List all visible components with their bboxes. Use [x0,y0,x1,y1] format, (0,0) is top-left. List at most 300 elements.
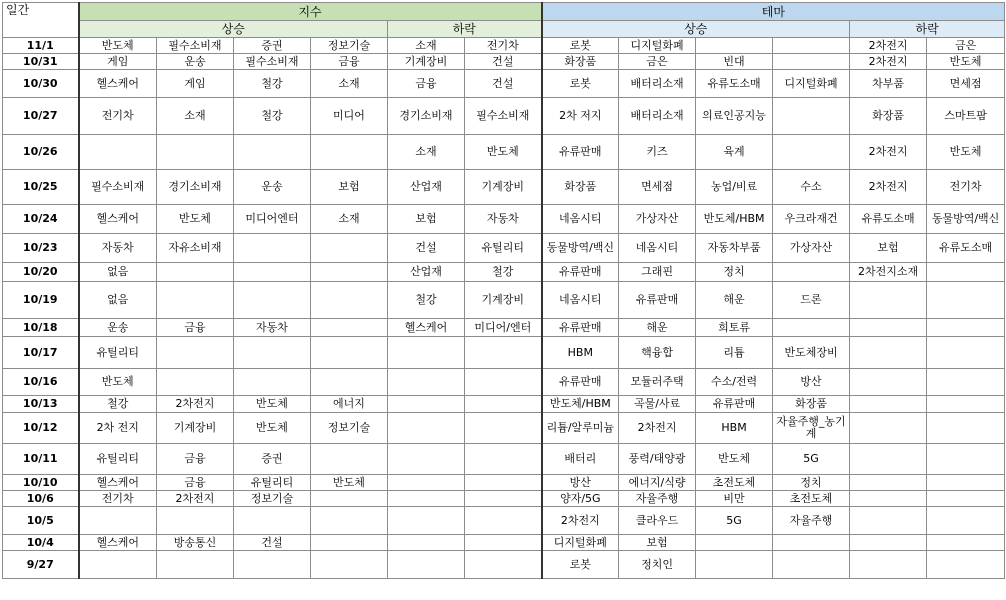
table-cell: 유류판매 [696,396,773,413]
table-cell [850,535,927,551]
table-cell: 가상자산 [773,234,850,263]
table-row [3,507,1005,535]
table-cell [388,475,465,491]
table-cell: 자율주행 [773,507,850,535]
table-cell: 금융 [157,444,234,475]
table-cell: 네옴시티 [619,234,696,263]
table-cell: 디지털화폐 [542,535,619,551]
table-cell: 소재 [311,70,388,98]
table-cell: 게임 [79,54,157,70]
table-cell [157,507,234,535]
table-row [3,98,1005,135]
table-cell: 반도체 [311,475,388,491]
row-date: 10/17 [3,337,79,369]
table-cell: 반도체 [927,135,1005,170]
table-cell [388,396,465,413]
table-cell [388,413,465,444]
row-date: 10/30 [3,70,79,98]
table-cell: 면세점 [927,70,1005,98]
table-cell: 네옴시티 [542,282,619,319]
table-cell [850,396,927,413]
table-cell [388,337,465,369]
table-cell: 정치인 [619,551,696,579]
table-cell [234,282,311,319]
table-cell: 2차전지 [157,396,234,413]
table-cell: 필수소비재 [234,54,311,70]
table-cell [927,282,1005,319]
table-body [3,38,1005,579]
table-row [3,70,1005,98]
table-cell: 2차 전지 [79,413,157,444]
table-cell: 헬스케어 [79,70,157,98]
table-cell [388,491,465,507]
table-cell: 금융 [157,319,234,337]
table-cell: 전기차 [465,38,542,54]
table-cell: 헬스케어 [388,319,465,337]
table-cell: 경기소비재 [157,170,234,205]
table-row [3,234,1005,263]
table-cell: HBM [542,337,619,369]
table-cell: 유류도소매 [850,205,927,234]
table-cell [927,413,1005,444]
table-cell [773,98,850,135]
table-row [3,396,1005,413]
table-cell: 초전도체 [773,491,850,507]
table-cell: 스마트팜 [927,98,1005,135]
row-date: 10/11 [3,444,79,475]
table-cell: 유틸리티 [234,475,311,491]
table-cell: 방산 [542,475,619,491]
table-cell: 우크라재건 [773,205,850,234]
table-cell [927,535,1005,551]
table-cell [927,475,1005,491]
table-cell: 에너지/식량 [619,475,696,491]
table-cell: 보험 [850,234,927,263]
table-cell: 2차전지 [157,491,234,507]
table-cell: 금은 [619,54,696,70]
table-cell: 화장품 [542,54,619,70]
table-cell: 차부품 [850,70,927,98]
table-cell: 핵융합 [619,337,696,369]
table-cell: 해운 [619,319,696,337]
table-cell: 자유소비재 [157,234,234,263]
table-cell: 자동차 [234,319,311,337]
table-cell [157,282,234,319]
subheader-index-down: 하락 [388,21,542,38]
daily-theme-table [2,2,1005,579]
row-date: 10/26 [3,135,79,170]
table-cell: 소재 [157,98,234,135]
subheader-theme-up: 상승 [542,21,850,38]
table-cell [773,38,850,54]
table-cell: 에너지 [311,396,388,413]
table-cell [850,507,927,535]
table-cell [234,507,311,535]
subheader-index-up: 상승 [79,21,388,38]
table-cell: 모듈러주택 [619,369,696,396]
table-cell: 반도체/HBM [542,396,619,413]
table-cell [465,535,542,551]
table-cell: 증권 [234,38,311,54]
table-cell [79,135,157,170]
table-cell: 육계 [696,135,773,170]
row-date: 10/13 [3,396,79,413]
table-cell [850,551,927,579]
row-date: 11/1 [3,38,79,54]
table-row [3,535,1005,551]
table-cell: 2차 저지 [542,98,619,135]
table-cell: 산업재 [388,263,465,282]
table-cell: 비만 [696,491,773,507]
table-cell: 반도체 [157,205,234,234]
table-row [3,282,1005,319]
table-cell: 로봇 [542,551,619,579]
table-cell: 반도체 [927,54,1005,70]
table-cell: 전기차 [79,491,157,507]
table-cell: 반도체 [696,444,773,475]
table-row [3,170,1005,205]
row-date: 10/25 [3,170,79,205]
table-cell [311,337,388,369]
table-cell: 화장품 [773,396,850,413]
table-cell: 방송통신 [157,535,234,551]
table-cell: 소재 [388,38,465,54]
table-cell [927,319,1005,337]
table-cell [311,263,388,282]
table-cell: 철강 [234,70,311,98]
table-cell: 미디어엔터 [234,205,311,234]
row-date: 10/18 [3,319,79,337]
table-cell: 배터리소재 [619,70,696,98]
table-cell [927,507,1005,535]
table-cell [311,234,388,263]
table-cell [927,396,1005,413]
table-cell [773,551,850,579]
table-cell [773,319,850,337]
table-cell [79,551,157,579]
table-cell: 건설 [465,70,542,98]
table-cell: 2차전지 [619,413,696,444]
table-cell: 정치 [696,263,773,282]
group-header-index: 지수 [79,3,542,21]
subheader-theme-down: 하락 [850,21,1005,38]
table-row [3,54,1005,70]
table-cell: 금은 [927,38,1005,54]
table-cell [850,413,927,444]
table-cell: 리튬 [696,337,773,369]
table-cell [311,369,388,396]
table-cell [696,551,773,579]
row-date: 10/24 [3,205,79,234]
table-cell [311,491,388,507]
table-cell: 유틸리티 [79,337,157,369]
table-cell [79,507,157,535]
table-cell: 2차전지 [850,38,927,54]
table-cell [850,491,927,507]
table-cell: 2차전지 [850,170,927,205]
table-cell [157,369,234,396]
table-cell: 5G [696,507,773,535]
table-cell [465,396,542,413]
table-cell [696,535,773,551]
table-cell: 동물방역/백신 [927,205,1005,234]
table-cell [465,369,542,396]
row-date: 10/10 [3,475,79,491]
table-cell: 금융 [388,70,465,98]
table-cell: 반도체/HBM [696,205,773,234]
table-cell: 2차전지 [850,54,927,70]
table-cell: 유류판매 [619,282,696,319]
table-cell: 반도체 [465,135,542,170]
table-cell: 정치 [773,475,850,491]
table-cell: 2차전지 [850,135,927,170]
table-cell: 운송 [157,54,234,70]
table-cell [388,551,465,579]
row-date: 10/23 [3,234,79,263]
table-cell: 양자/5G [542,491,619,507]
table-cell [388,444,465,475]
table-cell [311,135,388,170]
table-cell [157,337,234,369]
table-cell: 정보기술 [234,491,311,507]
row-date: 10/20 [3,263,79,282]
table-cell: 5G [773,444,850,475]
table-cell [465,413,542,444]
table-cell [850,444,927,475]
table-cell [311,507,388,535]
table-cell [850,337,927,369]
corner-header: 일간 [3,3,79,38]
table-cell: 기계장비 [157,413,234,444]
table-cell [850,475,927,491]
table-cell [773,535,850,551]
table-cell: 유류판매 [542,319,619,337]
table-cell: 유류판매 [542,263,619,282]
table-cell: 자율주행_농기계 [773,413,850,444]
table-cell [157,135,234,170]
table-cell: 건설 [465,54,542,70]
table-row [3,205,1005,234]
table-cell: 산업재 [388,170,465,205]
table-cell: 필수소비재 [79,170,157,205]
table-cell: 헬스케어 [79,205,157,234]
table-row [3,475,1005,491]
row-date: 10/27 [3,98,79,135]
table-cell [927,491,1005,507]
table-cell: 로봇 [542,38,619,54]
table-cell: 반도체 [79,369,157,396]
table-cell: 필수소비재 [157,38,234,54]
table-cell [696,38,773,54]
table-cell: 드론 [773,282,850,319]
table-cell [927,263,1005,282]
table-cell: 철강 [79,396,157,413]
table-cell [388,535,465,551]
table-cell [388,369,465,396]
table-cell [311,282,388,319]
table-cell: 전기차 [79,98,157,135]
table-cell [465,444,542,475]
row-date: 9/27 [3,551,79,579]
table-cell [465,507,542,535]
table-cell: 자동차 [79,234,157,263]
table-cell: 수소 [773,170,850,205]
table-cell [850,369,927,396]
table-cell [465,551,542,579]
table-cell [157,263,234,282]
table-cell [850,282,927,319]
table-cell: 희토류 [696,319,773,337]
table-cell: 금융 [157,475,234,491]
table-cell: 초전도체 [696,475,773,491]
table-cell: 보험 [388,205,465,234]
table-cell: 자동차부품 [696,234,773,263]
row-date: 10/4 [3,535,79,551]
table-cell: 전기차 [927,170,1005,205]
table-cell: 유틸리티 [79,444,157,475]
table-cell: 그래핀 [619,263,696,282]
table-cell: 보험 [311,170,388,205]
table-cell: 반도체 [234,396,311,413]
table-cell [773,54,850,70]
table-cell: 자율주행 [619,491,696,507]
table-cell: 없음 [79,282,157,319]
table-cell [234,135,311,170]
table-cell: 곡물/사료 [619,396,696,413]
table-row [3,491,1005,507]
row-date: 10/6 [3,491,79,507]
table-cell: 미디어/엔터 [465,319,542,337]
row-date: 10/19 [3,282,79,319]
table-row [3,444,1005,475]
table-cell: 디지털화폐 [619,38,696,54]
table-cell [157,551,234,579]
table-row [3,135,1005,170]
table-cell: 유틸리티 [465,234,542,263]
table-cell: 풍력/태양광 [619,444,696,475]
row-date: 10/12 [3,413,79,444]
table-cell: 방산 [773,369,850,396]
table-cell [773,135,850,170]
table-cell: 정보기술 [311,38,388,54]
table-cell: 보험 [619,535,696,551]
table-cell: 가상자산 [619,205,696,234]
table-cell: 농업/비료 [696,170,773,205]
table-cell: 건설 [234,535,311,551]
table-cell: 운송 [79,319,157,337]
table-cell: 경기소비재 [388,98,465,135]
table-row [3,263,1005,282]
table-cell: 기계장비 [388,54,465,70]
table-cell: 운송 [234,170,311,205]
table-cell: 미디어 [311,98,388,135]
table-row [3,319,1005,337]
table-cell: 화장품 [542,170,619,205]
row-date: 10/16 [3,369,79,396]
table-cell: 배터리 [542,444,619,475]
table-cell: 로봇 [542,70,619,98]
table-cell: 게임 [157,70,234,98]
table-cell: 동물방역/백신 [542,234,619,263]
table-cell [234,263,311,282]
table-cell [311,535,388,551]
table-cell: 디지털화폐 [773,70,850,98]
table-cell: 유류판매 [542,135,619,170]
table-cell: 금융 [311,54,388,70]
table-cell [234,337,311,369]
table-cell: 반도체장비 [773,337,850,369]
table-cell: 면세점 [619,170,696,205]
table-cell [311,444,388,475]
table-cell: 정보기술 [311,413,388,444]
table-cell [465,337,542,369]
table-cell: 유류도소매 [696,70,773,98]
table-cell: 소재 [388,135,465,170]
table-cell [927,369,1005,396]
table-cell [850,319,927,337]
table-row [3,413,1005,444]
table-cell [465,475,542,491]
table-cell [234,234,311,263]
table-cell [234,551,311,579]
table-cell: 2차전지소재 [850,263,927,282]
table-cell: 키즈 [619,135,696,170]
table-cell [927,551,1005,579]
table-cell [465,491,542,507]
table-cell: 자동차 [465,205,542,234]
table-cell: 반도체 [234,413,311,444]
table-cell [388,507,465,535]
table-cell: HBM [696,413,773,444]
table-cell: 화장품 [850,98,927,135]
table-cell: 철강 [388,282,465,319]
table-cell: 리튬/알루미늄 [542,413,619,444]
table-row [3,369,1005,396]
table-cell [927,337,1005,369]
table-cell: 반도체 [79,38,157,54]
table-cell: 클라우드 [619,507,696,535]
table-cell [234,369,311,396]
table-cell: 필수소비재 [465,98,542,135]
table-cell [311,319,388,337]
table-cell: 건설 [388,234,465,263]
table-cell [773,263,850,282]
row-date: 10/31 [3,54,79,70]
table-row [3,551,1005,579]
table-cell: 소재 [311,205,388,234]
table-cell: 헬스케어 [79,535,157,551]
table-cell: 배터리소재 [619,98,696,135]
group-header-theme: 테마 [542,3,1005,21]
table-cell: 기계장비 [465,170,542,205]
table-cell: 유류도소매 [927,234,1005,263]
table-cell: 2차전지 [542,507,619,535]
row-date: 10/5 [3,507,79,535]
table-cell: 빈대 [696,54,773,70]
table-cell: 의료인공지능 [696,98,773,135]
table-cell [311,551,388,579]
table-row [3,337,1005,369]
table-cell: 네옴시티 [542,205,619,234]
table-cell: 철강 [234,98,311,135]
table-row [3,38,1005,54]
table-cell: 수소/전력 [696,369,773,396]
table-cell: 철강 [465,263,542,282]
table-cell: 헬스케어 [79,475,157,491]
table-cell: 유류판매 [542,369,619,396]
table-cell [927,444,1005,475]
table-cell: 기계장비 [465,282,542,319]
